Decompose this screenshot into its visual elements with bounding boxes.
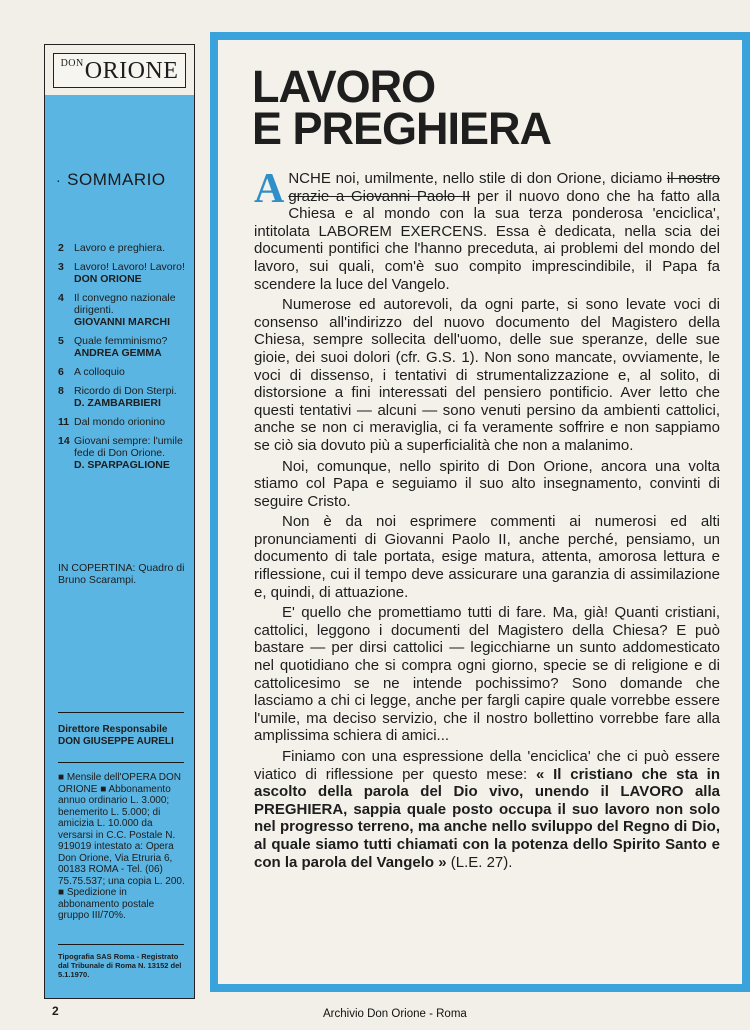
- toc-title: Dal mondo orionino: [74, 416, 166, 428]
- toc-entry: [74, 335, 188, 359]
- blue-frame-bottom: [210, 984, 750, 992]
- toc-author: GIOVANNI MARCHI: [74, 316, 171, 328]
- toc-author: D. SPARPAGLIONE: [74, 459, 170, 471]
- toc-page-number: 5: [58, 335, 64, 347]
- paragraph: Noi, comunque, nello spirito di Don Orione, ancora una volta stiamo col Papa e seguiamo il suo alto insegnamento, convinti di seguire Cristo.: [254, 457, 720, 510]
- divider: [58, 762, 184, 763]
- paragraph: Non è da noi esprimere commenti ai numerosi ed alti pronunciamenti di Giovanni Paolo II, anche perché, pensiamo, un documento di tale portata, esige matura, attenta, amorosa lettura e riflessione, cui il tempo deve assicurare una garanzia di assimilazione e, quindi, di attuazione.: [254, 513, 720, 601]
- toc-title: Giovani sempre: l'umile fede di Don Orione.: [74, 435, 183, 459]
- toc-page-number: 6: [58, 366, 64, 378]
- toc-title: Lavoro e preghiera.: [74, 242, 166, 254]
- magazine-logo: [53, 53, 186, 88]
- article-headline: LAVORO E PREGHIERA: [252, 61, 552, 154]
- paragraph: E' quello che promettiamo tutti di fare. Ma, già! Quanti cristiani, cattolici, leggono i documenti del Magistero della Chiesa? E può bastare — per dirsi cattolici — legicchiarne un sunto addomesticato nel quotidiano che si compra ogni giorno, specie se di religione e di cattolicesimo se ne intende pochissimo? Sono domande che lasciamo a chi ci legge, anche per fargli capire quale vorrebbe essere l'umile, ma deciso servizio, che il nostro bollettino vorrebbe fare alla amplissima schiera di amici...: [254, 604, 720, 745]
- divider: [58, 944, 184, 945]
- drop-cap: A: [254, 166, 285, 212]
- sommario-title: · SOMMARIO: [56, 170, 166, 189]
- toc-item: [58, 292, 188, 328]
- subscription-info: ■ Mensile dell'OPERA DON ORIONE ■ Abbonamento annuo ordinario L. 3.000; benemerito L. 5.000; di amicizia L. 10.000 da versarsi in C.C. Postale N. 919019 intestato a: Opera Don Orione, Via Etruria 6, 00183 ROMA - Tel. (06) 75.75.537; una copia L. 200. ■ Spedizione in abbonamento postale gruppo III/70%.: [58, 772, 185, 921]
- bullet-icon: ·: [56, 172, 62, 188]
- toc-entry: [74, 242, 188, 254]
- paragraph: Finiamo con una espressione della 'enciclica' che ci può essere viatico di riflessione per questo mese: « Il cristiano che sta in ascolto della parola del Dio vivo, unendo il LAVORO alla PREGHIERA, sappia quale posto occupa il suo lavoro non solo nel progresso terreno, ma anche nello sviluppo del Regno di Dio, al quale siamo tutti chiamati con la potenza dello Spirito Santo e con la parola del Vangelo » (L.E. 27).: [254, 748, 720, 871]
- toc-entry: [74, 416, 188, 428]
- toc-item: [58, 335, 188, 359]
- encyclical-quote: « Il cristiano che sta in ascolto della parola del Dio vivo, unendo il LAVORO alla PREGHIERA, sappia quale posto occupa il suo lavoro non solo nel progresso terreno, ma anche nello sviluppo del Regno di Dio, al quale siamo tutti chiamati con la potenza dello Spirito Santo e con la parola del Vangelo »: [254, 765, 720, 871]
- toc-entry: [74, 435, 188, 471]
- toc-author: D. ZAMBARBIERI: [74, 397, 161, 409]
- toc-page-number: 2: [58, 242, 64, 254]
- toc-page-number: 4: [58, 292, 64, 304]
- toc-author: DON ORIONE: [74, 273, 142, 285]
- toc-item: [58, 416, 188, 428]
- toc-item: [58, 242, 188, 254]
- blue-frame-left: [210, 32, 218, 992]
- director-label: Direttore Responsabile: [58, 724, 168, 735]
- table-of-contents: [58, 242, 188, 478]
- toc-item: [58, 435, 188, 471]
- toc-entry: [74, 292, 188, 328]
- article-body: [254, 166, 720, 874]
- logo-big-text: ORIONE: [84, 58, 179, 84]
- logo-small-text: DON: [60, 58, 84, 69]
- toc-page-number: 3: [58, 261, 64, 273]
- article-panel: [218, 40, 742, 984]
- blue-frame-right: [742, 32, 750, 992]
- toc-item: [58, 385, 188, 409]
- paragraph: Numerose ed autorevoli, da ogni parte, si sono levate voci di consenso all'indirizzo del nuovo documento del Magistero della Chiesa, sempre sollecita dell'uomo, delle sue speranze, delle sue gioie, dei suoi dolori (cfr. G.S. 1). Non sono mancate, ovviamente, le voci di dissenso, i tentativi di strumentalizzazione e, al solito, di distorsione a fini interessati del pensiero pontificio. Aver letto che questi tentativi — alcuni — sono venuti persino da ambienti cattolici, anche se non ci meraviglia, ci fa veramente soffrire e non sappiamo se ciò sia dovuto più a superficialità che non a malanimo.: [254, 296, 720, 454]
- cover-credit: IN COPERTINA: Quadro di Bruno Scarampi.: [58, 562, 185, 586]
- director-block: [58, 724, 188, 748]
- toc-item: [58, 366, 188, 378]
- toc-item: [58, 261, 188, 285]
- blue-frame-top: [210, 32, 750, 40]
- toc-author: ANDREA GEMMA: [74, 347, 162, 359]
- paragraph: ANCHE noi, umilmente, nello stile di don Orione, diciamo il nostro grazie a Giovanni Paolo II per il nuovo dono che ha fatto alla Chiesa e al mondo con la sua terza ponderosa 'enciclica', intitolata LABOREM EXERCENS. Essa è dedicata, nella scia dei documenti pontifici che l'hanno preceduta, ai problemi del mondo del lavoro, sui quali, com'è suo compito imprescindibile, il Papa fa scendere la luce del Vangelo.: [254, 166, 720, 293]
- page-number: 2: [52, 1004, 59, 1018]
- toc-title: Quale femminismo?: [74, 335, 168, 347]
- toc-page-number: 8: [58, 385, 64, 397]
- toc-title: A colloquio: [74, 366, 125, 378]
- toc-entry: [74, 366, 188, 378]
- toc-title: Lavoro! Lavoro! Lavoro!: [74, 261, 185, 273]
- divider: [58, 712, 184, 713]
- toc-page-number: 14: [58, 435, 70, 447]
- toc-page-number: 11: [58, 416, 70, 428]
- toc-title: Ricordo di Don Sterpi.: [74, 385, 177, 397]
- toc-title: Il convegno nazionale dirigenti.: [74, 292, 176, 316]
- archive-caption: Archivio Don Orione - Roma: [323, 1008, 467, 1020]
- toc-entry: [74, 261, 188, 285]
- printer-info: Tipografia SAS Roma - Registrato dal Tribunale di Roma N. 13152 del 5.1.1970.: [58, 952, 182, 979]
- toc-entry: [74, 385, 188, 409]
- director-name: DON GIUSEPPE AURELI: [58, 736, 174, 747]
